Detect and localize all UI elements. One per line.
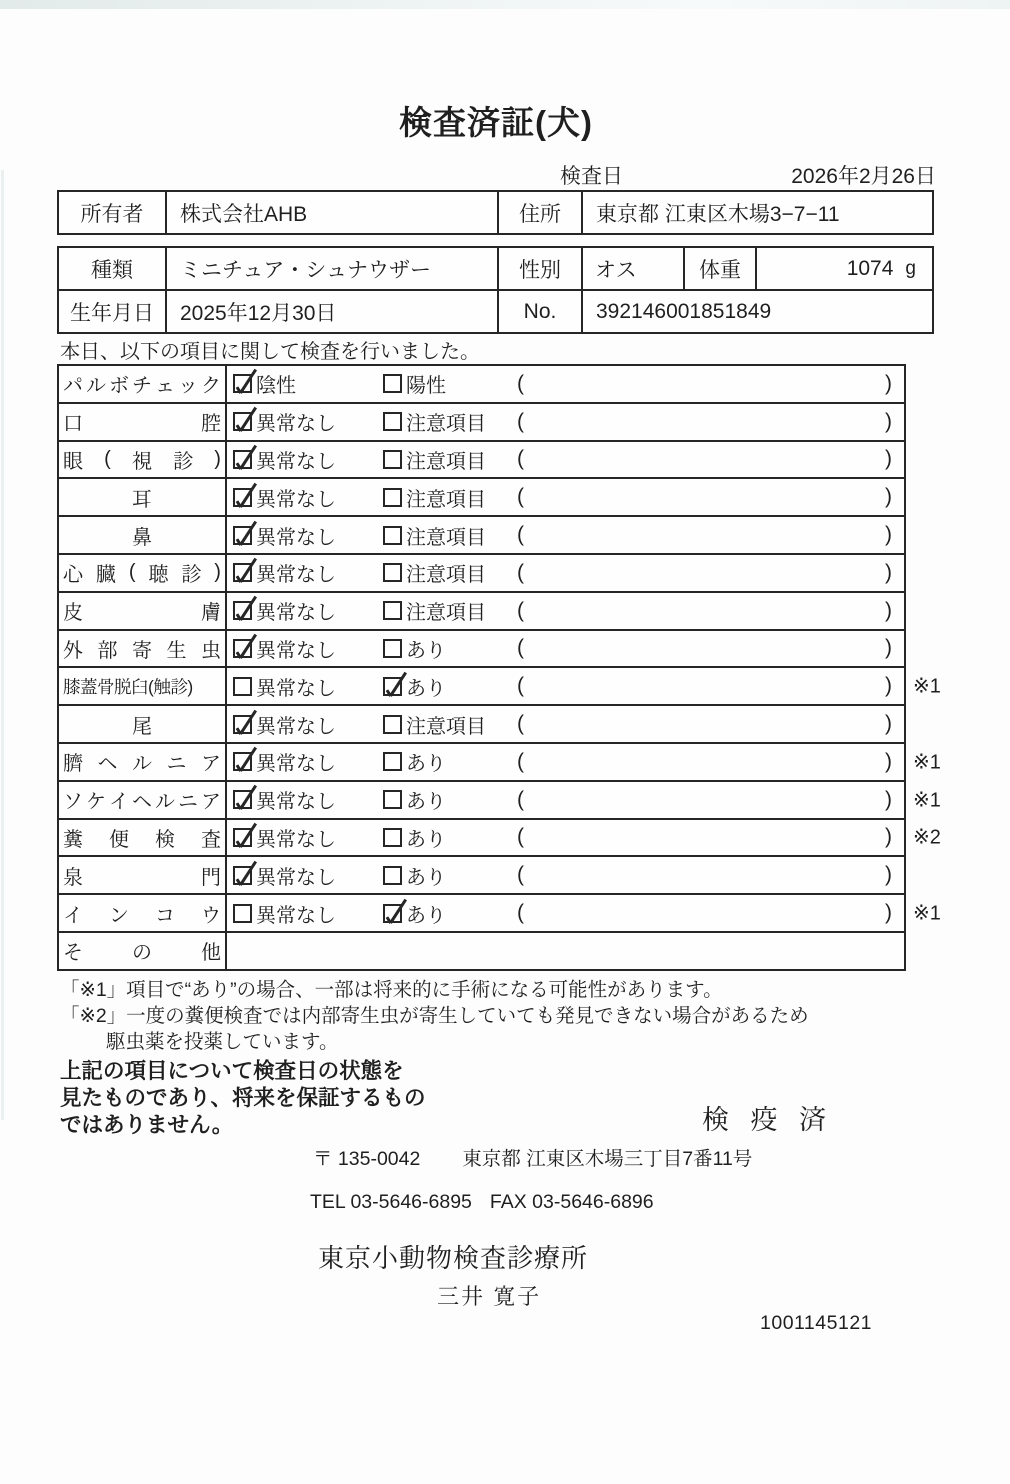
paren-open: (	[517, 636, 524, 660]
exam-option	[233, 596, 383, 625]
exam-option-label: 異常なし	[256, 488, 336, 511]
remarks-parentheses	[515, 825, 904, 849]
quarantine-stamp: 検 疫 済	[702, 1105, 834, 1135]
exam-option-label: 異常なし	[256, 602, 336, 625]
exam-option	[383, 634, 515, 663]
birth-row	[59, 289, 932, 332]
exam-option-label: 異常なし	[256, 450, 336, 473]
address-value: 東京都 江東区木場3−7−11	[581, 192, 932, 233]
exam-option	[233, 861, 383, 890]
paren-close: )	[885, 560, 892, 584]
checkbox	[233, 374, 252, 393]
remarks-parentheses	[515, 561, 904, 585]
exam-row-content	[227, 593, 904, 629]
exam-option	[383, 747, 515, 776]
exam-row-content	[227, 404, 904, 440]
exam-option	[233, 785, 383, 814]
disclaimer-paragraph	[60, 1058, 426, 1139]
remarks-parentheses	[515, 750, 904, 774]
exam-option-label: あり	[406, 639, 446, 662]
owner-table	[57, 190, 934, 235]
checkbox	[233, 790, 252, 809]
check-mark-icon	[239, 596, 257, 621]
check-mark-icon	[239, 558, 257, 583]
footnote-1: 「※1」項目で“あり”の場合、一部は将来的に手術になる可能性があります。	[60, 979, 723, 1001]
exam-note: ※1	[913, 751, 941, 774]
exam-table-body	[57, 364, 941, 971]
exam-item-label: パ ル ボ チ ェ ッ ク	[59, 366, 227, 402]
check-mark-icon	[239, 520, 257, 545]
exam-option-label: 注意項目	[406, 488, 486, 511]
exam-item-label: 臍 ヘ ル ニ ア	[59, 744, 227, 780]
disclaimer-line2: 見たものであり、将来を保証するもの	[60, 1086, 426, 1110]
weight-unit: g	[905, 257, 916, 279]
exam-row-content	[227, 366, 904, 402]
paren-open: (	[517, 901, 524, 925]
paren-close: )	[885, 523, 892, 547]
exam-row-content	[227, 555, 904, 591]
weight-value-cell	[755, 248, 932, 289]
check-mark-icon	[239, 445, 257, 470]
exam-item-label: ソ ケ イ ヘ ル ニ ア	[59, 782, 227, 818]
exam-note: ※2	[913, 826, 941, 849]
exam-option	[233, 672, 383, 701]
check-mark-icon	[239, 369, 257, 394]
checkbox	[383, 904, 402, 923]
checkbox	[233, 488, 252, 507]
exam-row-content	[227, 744, 904, 780]
owner-label: 所有者	[80, 202, 144, 226]
exam-row-content	[227, 857, 904, 893]
exam-item-label: 鼻	[59, 517, 227, 553]
disclaimer-line1: 上記の項目について検査日の状態を	[60, 1059, 404, 1083]
checkbox	[383, 450, 402, 469]
exam-option	[383, 407, 515, 436]
checkbox	[233, 639, 252, 658]
exam-item-label: 眼 ( 視 診 )	[59, 442, 227, 478]
exam-table-row	[59, 893, 941, 931]
exam-table-row	[59, 818, 941, 856]
weight-label: 体重	[683, 248, 755, 289]
remarks-parentheses	[515, 863, 904, 887]
remarks-parentheses	[515, 901, 904, 925]
exam-row-content	[227, 782, 904, 818]
checkbox	[383, 601, 402, 620]
checkbox	[383, 790, 402, 809]
exam-option	[233, 521, 383, 550]
birth-label: 生年月日	[70, 301, 154, 325]
check-mark-icon	[239, 860, 257, 885]
exam-table-row	[59, 553, 904, 591]
exam-option	[233, 407, 383, 436]
footnote-2-line1: 「※2」一度の糞便検査では内部寄生虫が寄生していても発見できない場合があるため	[60, 1005, 809, 1027]
paren-open: (	[517, 447, 524, 471]
checkbox	[383, 412, 402, 431]
breed-label: 種類	[91, 258, 133, 282]
exam-option-label: あり	[406, 753, 446, 776]
exam-option	[233, 747, 383, 776]
exam-option	[383, 672, 515, 701]
checkbox	[383, 639, 402, 658]
clinic-phone-line	[310, 1191, 654, 1214]
paren-close: )	[885, 485, 892, 509]
paren-close: )	[885, 863, 892, 887]
exam-option-label: 注意項目	[406, 450, 486, 473]
exam-row-content	[227, 820, 904, 856]
exam-option	[233, 899, 383, 928]
checkbox	[383, 563, 402, 582]
postal-code: 〒 135-0042	[313, 1148, 421, 1170]
paren-close: )	[885, 598, 892, 622]
clinic-address-line	[313, 1143, 752, 1171]
exam-option	[383, 710, 515, 739]
exam-option-label: 注意項目	[406, 413, 486, 436]
owner-value: 株式会社AHB	[165, 192, 497, 233]
animal-table	[57, 246, 934, 334]
sex-value: オス	[581, 248, 683, 289]
remarks-parentheses	[515, 447, 904, 471]
checkbox	[383, 526, 402, 545]
scan-edge-artifact	[0, 0, 1010, 9]
paren-open: (	[517, 598, 524, 622]
checkbox	[383, 828, 402, 847]
exam-item-label: 膝蓋骨脱臼(触診)	[59, 668, 227, 704]
weight-value: 1074	[846, 256, 894, 280]
intro-sentence: 本日、以下の項目に関して検査を行いました。	[60, 341, 480, 363]
paren-open: (	[517, 560, 524, 584]
exam-option-label: 注意項目	[406, 715, 486, 738]
exam-option	[233, 369, 383, 398]
checkbox	[383, 677, 402, 696]
no-label: No.	[497, 291, 581, 332]
address-label: 住所	[497, 192, 581, 233]
exam-table-row	[59, 477, 904, 515]
check-mark-icon	[239, 407, 257, 432]
exam-table-row	[59, 666, 941, 704]
exam-option-label: 異常なし	[256, 677, 336, 700]
exam-item-label: 外 部 寄 生 虫	[59, 631, 227, 667]
exam-date-value: 2026年2月26日	[791, 165, 936, 188]
exam-date-row	[560, 160, 936, 190]
exam-item-label: 糞 便 検 査	[59, 820, 227, 856]
check-mark-icon	[239, 482, 257, 507]
breed-value: ミニチュア・シュナウザー	[165, 248, 497, 289]
exam-option	[383, 785, 515, 814]
veterinarian-name: 三井 寛子	[437, 1284, 542, 1309]
exam-row-content	[227, 631, 904, 667]
check-mark-icon	[239, 634, 257, 659]
remarks-parentheses	[515, 410, 904, 434]
clinic-address: 東京都 江東区木場三丁目7番11号	[462, 1148, 753, 1170]
exam-option-label: 異常なし	[256, 526, 336, 549]
exam-item-label: 口 腔	[59, 404, 227, 440]
checkbox	[383, 866, 402, 885]
exam-option	[233, 558, 383, 587]
remarks-parentheses	[515, 712, 904, 736]
exam-row-content	[227, 668, 904, 704]
exam-table-row	[59, 402, 904, 440]
sex-label: 性別	[497, 248, 581, 289]
check-mark-icon	[239, 709, 257, 734]
exam-option-label: 注意項目	[406, 564, 486, 587]
check-mark-icon	[389, 671, 407, 696]
scan-edge-artifact	[1, 170, 4, 1120]
serial-number: 1001145121	[760, 1312, 873, 1334]
exam-option	[383, 823, 515, 852]
exam-table-row	[59, 855, 904, 893]
exam-option-label: 注意項目	[406, 526, 486, 549]
exam-note: ※1	[913, 675, 941, 698]
exam-option	[383, 861, 515, 890]
exam-option-label: 異常なし	[256, 715, 336, 738]
fax-number: FAX 03-5646-6896	[489, 1191, 654, 1213]
paren-close: )	[885, 674, 892, 698]
exam-row-content	[227, 895, 904, 931]
checkbox	[233, 715, 252, 734]
paren-open: (	[517, 863, 524, 887]
paren-open: (	[517, 485, 524, 509]
paren-close: )	[885, 712, 892, 736]
checkbox	[383, 715, 402, 734]
exam-option-label: 陽性	[406, 375, 446, 398]
exam-option	[383, 899, 515, 928]
exam-item-label: そ の 他	[59, 933, 227, 969]
paren-open: (	[517, 674, 524, 698]
footnotes	[60, 977, 809, 1055]
paren-close: )	[885, 409, 892, 433]
remarks-parentheses	[515, 636, 904, 660]
birth-value: 2025年12月30日	[165, 291, 497, 332]
exam-row-content	[227, 442, 904, 478]
checkbox	[233, 828, 252, 847]
exam-table-row	[59, 366, 904, 402]
paren-open: (	[517, 712, 524, 736]
checkbox	[383, 374, 402, 393]
exam-option-label: 陰性	[256, 375, 296, 398]
exam-option	[233, 710, 383, 739]
checkbox	[233, 677, 252, 696]
exam-option-label: あり	[406, 828, 446, 851]
paren-open: (	[517, 787, 524, 811]
exam-table-row	[59, 629, 904, 667]
exam-option	[383, 596, 515, 625]
exam-option-label: あり	[406, 904, 446, 927]
exam-row-content	[227, 706, 904, 742]
paren-close: )	[885, 787, 892, 811]
checkbox	[233, 866, 252, 885]
remarks-parentheses	[515, 674, 904, 698]
checkbox	[233, 450, 252, 469]
checkbox	[233, 601, 252, 620]
paren-close: )	[885, 636, 892, 660]
remarks-parentheses	[515, 788, 904, 812]
exam-option	[383, 445, 515, 474]
exam-table-row	[59, 780, 941, 818]
paren-close: )	[885, 825, 892, 849]
exam-date-label: 検査日	[560, 165, 623, 188]
exam-item-label: 泉 門	[59, 857, 227, 893]
exam-option-label: 異常なし	[256, 753, 336, 776]
exam-option-label: 異常なし	[256, 413, 336, 436]
exam-note: ※1	[913, 789, 941, 812]
checkbox	[233, 526, 252, 545]
paren-close: )	[885, 371, 892, 395]
exam-table-row	[59, 591, 904, 629]
exam-row-content	[227, 933, 904, 969]
exam-item-label: 耳	[59, 479, 227, 515]
tel-number: TEL 03-5646-6895	[310, 1191, 472, 1213]
disclaimer-line3: ではありません。	[60, 1113, 234, 1137]
spacer	[472, 1191, 490, 1214]
paren-close: )	[885, 447, 892, 471]
exam-item-label: イ ン コ ウ	[59, 895, 227, 931]
checkbox	[233, 752, 252, 771]
exam-option	[233, 445, 383, 474]
exam-option-label: 注意項目	[406, 602, 486, 625]
exam-table-row	[59, 931, 904, 969]
exam-option-label: あり	[406, 677, 446, 700]
exam-row-content	[227, 479, 904, 515]
checkbox	[383, 752, 402, 771]
exam-table-row	[59, 742, 941, 780]
remarks-parentheses	[515, 599, 904, 623]
exam-table-row	[59, 440, 904, 478]
checkbox	[233, 563, 252, 582]
exam-option-label: 異常なし	[256, 564, 336, 587]
exam-row-content	[227, 517, 904, 553]
clinic-name: 東京小動物検査診療所	[318, 1243, 589, 1273]
checkbox	[233, 904, 252, 923]
exam-item-label: 心 臓 ( 聴 診 )	[59, 555, 227, 591]
exam-option-label: 異常なし	[256, 828, 336, 851]
spacer	[420, 1143, 462, 1171]
remarks-parentheses	[515, 523, 904, 547]
footnote-2-line2: 駆虫薬を投薬しています。	[106, 1031, 339, 1053]
exam-option	[383, 369, 515, 398]
checkbox	[383, 488, 402, 507]
remarks-parentheses	[515, 485, 904, 509]
exam-option	[383, 558, 515, 587]
exam-option	[233, 483, 383, 512]
exam-note: ※1	[913, 902, 941, 925]
page-title: 検査済証(犬)	[399, 104, 593, 141]
exam-table-row	[59, 515, 904, 553]
paren-open: (	[517, 409, 524, 433]
check-mark-icon	[239, 785, 257, 810]
check-mark-icon	[389, 898, 407, 923]
paren-open: (	[517, 371, 524, 395]
owner-row	[59, 192, 932, 233]
exam-option-label: 異常なし	[256, 639, 336, 662]
exam-option	[383, 521, 515, 550]
paren-open: (	[517, 523, 524, 547]
exam-item-label: 尾	[59, 706, 227, 742]
paren-close: )	[885, 901, 892, 925]
exam-option-label: 異常なし	[256, 904, 336, 927]
exam-option-label: あり	[406, 866, 446, 889]
remarks-parentheses	[515, 372, 904, 396]
exam-table-row	[59, 704, 904, 742]
exam-option	[383, 483, 515, 512]
paren-close: )	[885, 749, 892, 773]
paren-open: (	[517, 749, 524, 773]
checkbox	[233, 412, 252, 431]
check-mark-icon	[239, 823, 257, 848]
exam-option-label: 異常なし	[256, 866, 336, 889]
exam-option	[233, 634, 383, 663]
paren-open: (	[517, 825, 524, 849]
exam-option-label: あり	[406, 791, 446, 814]
no-value: 392146001851849	[581, 291, 932, 332]
breed-row	[59, 248, 932, 289]
exam-option-label: 異常なし	[256, 791, 336, 814]
exam-item-label: 皮 膚	[59, 593, 227, 629]
check-mark-icon	[239, 747, 257, 772]
exam-option	[233, 823, 383, 852]
